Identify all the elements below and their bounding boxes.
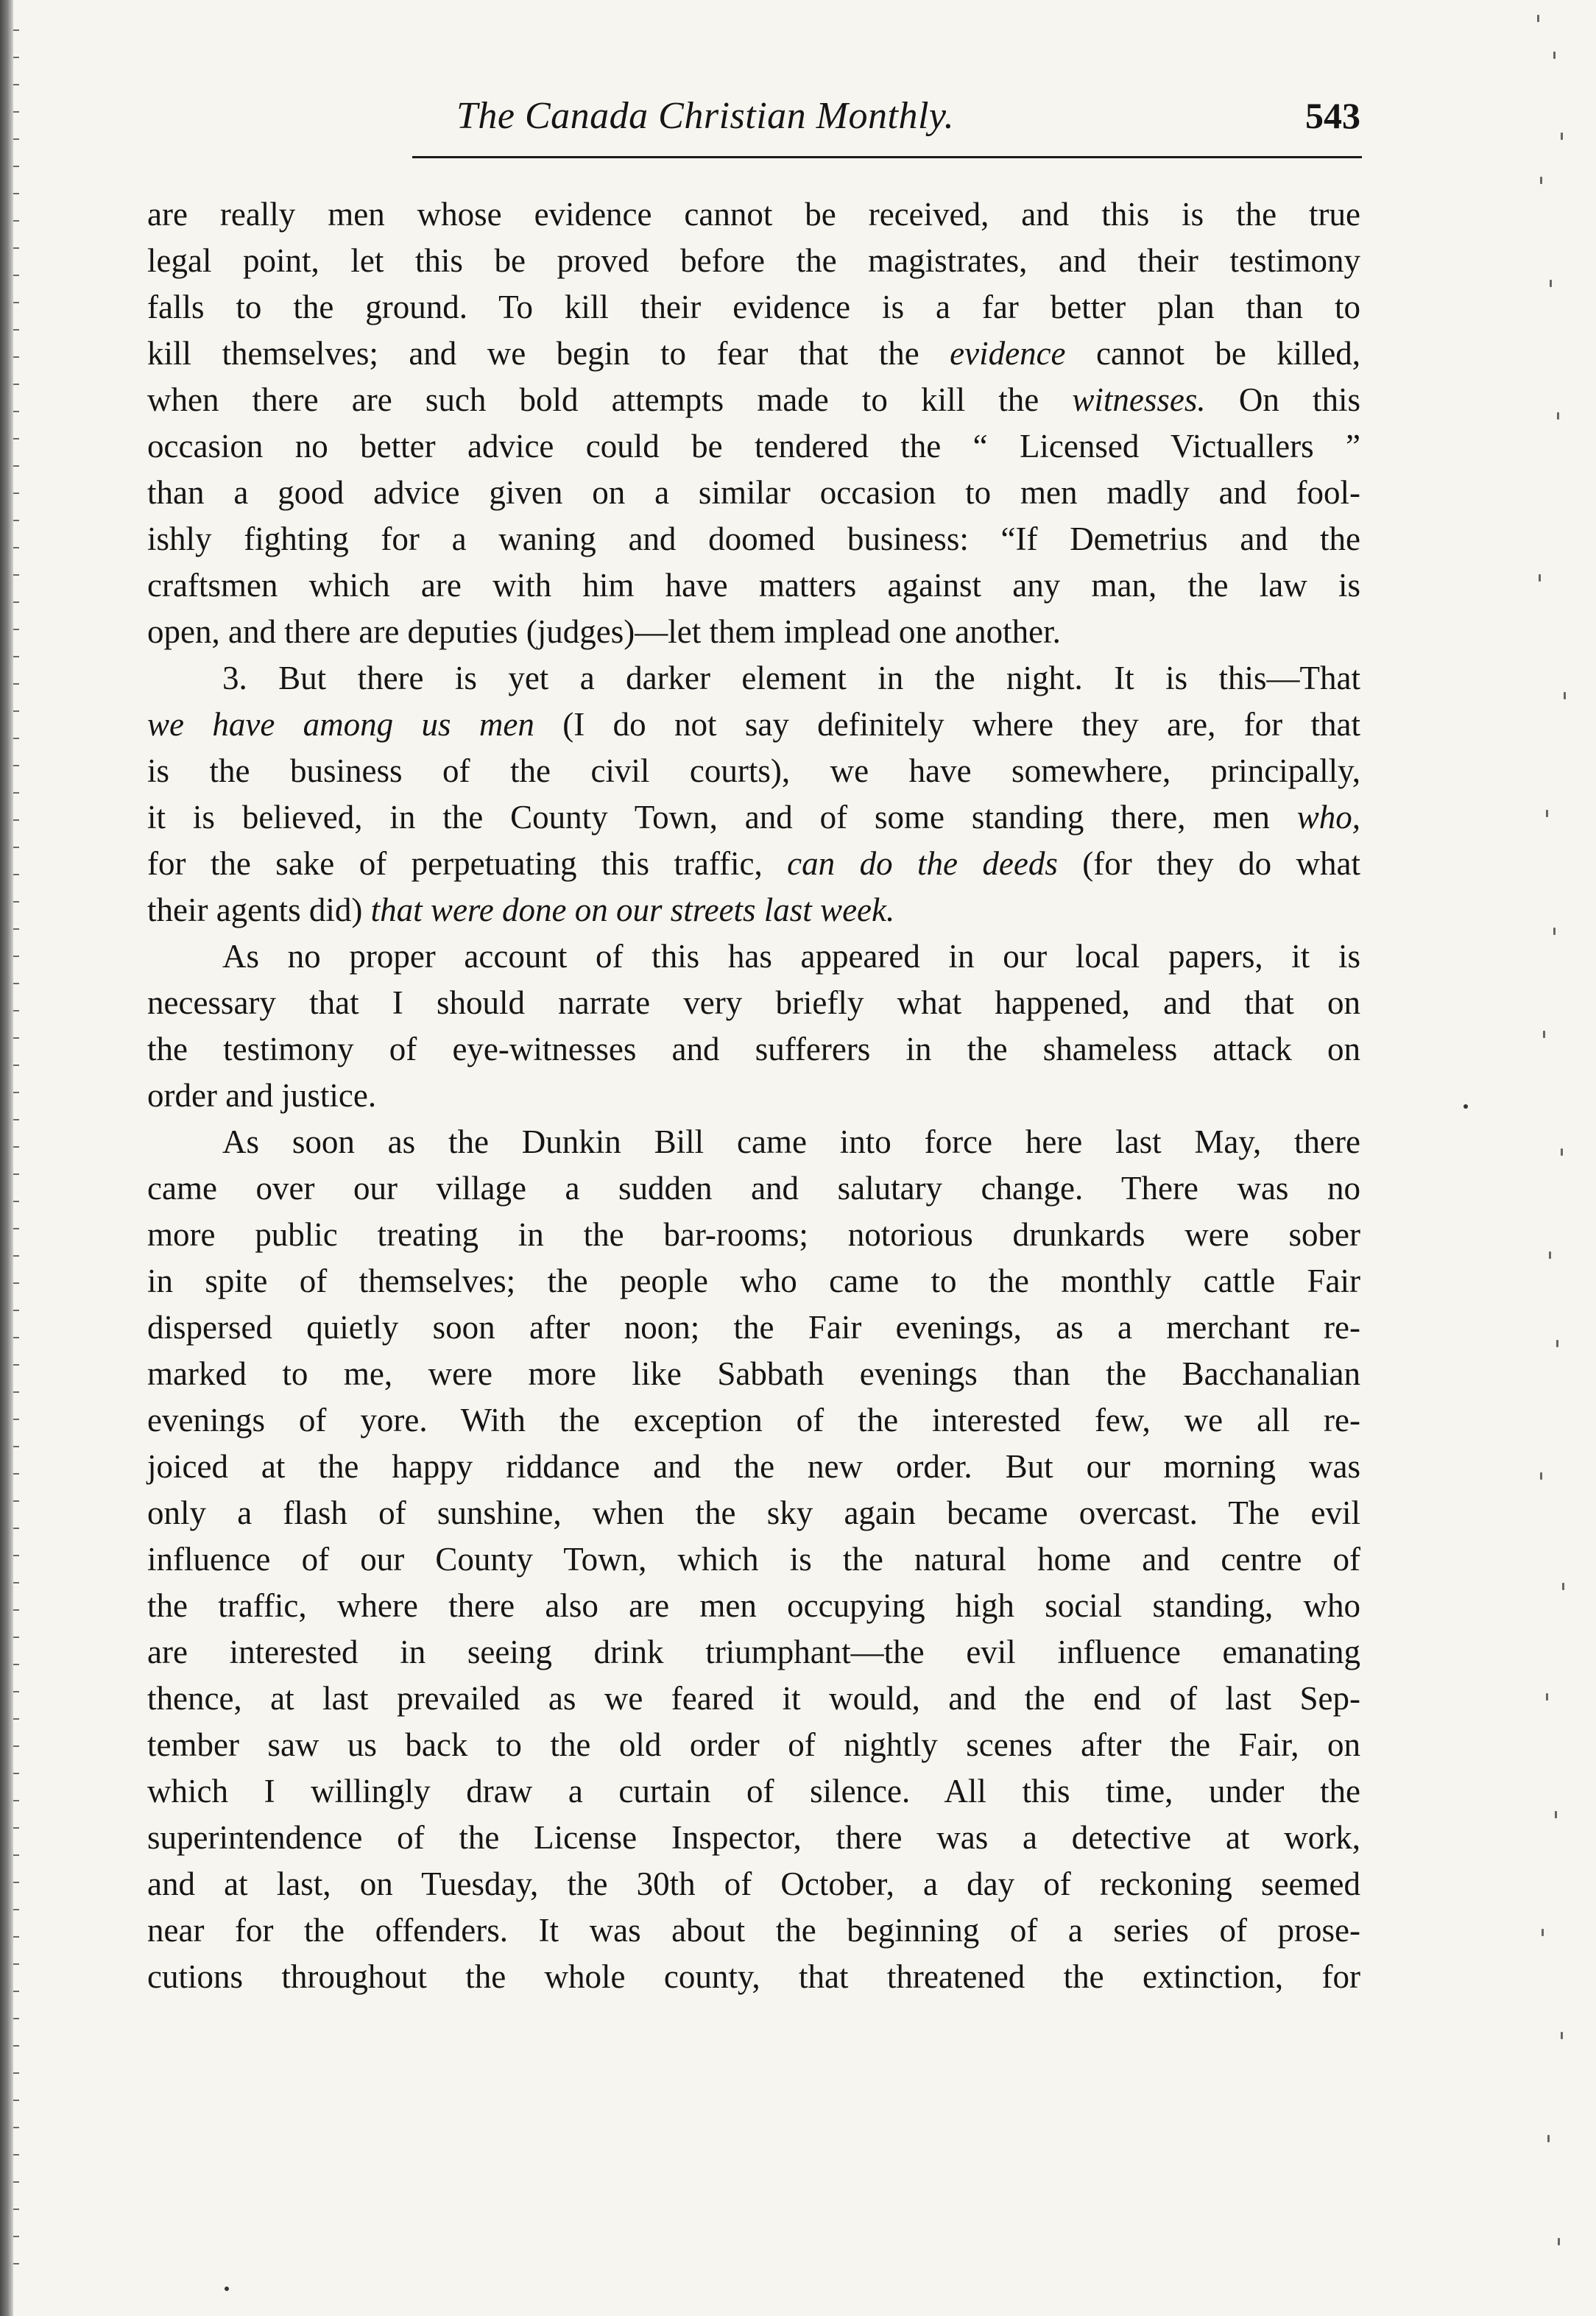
text-line: evenings of yore. With the exception of the interested few, we all re-: [147, 1402, 1360, 1438]
binding-tick: [13, 57, 19, 58]
binding-tick: [13, 1473, 19, 1475]
binding-tick: [13, 1010, 19, 1012]
edge-speck: [1553, 52, 1556, 59]
edge-speck: [1547, 2135, 1550, 2142]
text-line: legal point, let this be proved before the magistrates, and their testimony: [147, 242, 1360, 279]
binding-tick: [13, 220, 19, 222]
text-line: ishly fighting for a waning and doomed business: “If Demetrius and the: [147, 520, 1360, 557]
binding-tick: [13, 1146, 19, 1148]
binding-tick: [13, 492, 19, 494]
binding-tick: [13, 2181, 19, 2183]
binding-tick: [13, 1092, 19, 1093]
binding-tick: [13, 1255, 19, 1257]
edge-speck: [1561, 1148, 1563, 1156]
binding-tick: [13, 1637, 19, 1638]
binding-tick: [13, 2072, 19, 2074]
binding-tick: [13, 1991, 19, 1992]
binding-tick: [13, 1555, 19, 1556]
text-line: 3. But there is yet a darker element in the night. It is this—That: [222, 660, 1360, 696]
edge-speck: [1537, 15, 1539, 22]
binding-tick: [13, 901, 19, 903]
binding-tick: [13, 1909, 19, 1910]
binding-tick: [13, 1391, 19, 1393]
binding-tick: [13, 193, 19, 194]
binding-tick: [13, 738, 19, 739]
text-line: and at last, on Tuesday, the 30th of October, a day of reckoning seemed: [147, 1865, 1360, 1902]
binding-tick: [13, 1310, 19, 1311]
text-line: joiced at the happy riddance and the new order. But our morning was: [147, 1448, 1360, 1485]
binding-tick: [13, 166, 19, 167]
text-line: more public treating in the bar-rooms; notorious drunkards were sober: [147, 1216, 1360, 1253]
binding-tick: [13, 1201, 19, 1202]
binding-tick: [13, 356, 19, 358]
binding-tick: [13, 384, 19, 385]
binding-tick: [13, 438, 19, 439]
text-line: As soon as the Dunkin Bill came into force here last May, there: [222, 1123, 1360, 1160]
binding-tick: [13, 792, 19, 794]
binding-tick: [13, 329, 19, 331]
text-line: the traffic, where there also are men occupying high social standing, who: [147, 1587, 1360, 1624]
text-line: the testimony of eye-witnesses and sufferers in the shameless attack on: [147, 1031, 1360, 1067]
edge-speck: [1564, 692, 1566, 699]
running-header: [147, 88, 1360, 147]
print-speck: [225, 2287, 229, 2291]
binding-tick: [13, 1854, 19, 1856]
text-line: influence of our County Town, which is the natural home and centre of: [147, 1541, 1360, 1578]
binding-tick: [13, 411, 19, 412]
binding-tick: [13, 2018, 19, 2019]
binding-tick: [13, 111, 19, 113]
text-line: came over our village a sudden and salutary change. There was no: [147, 1170, 1360, 1207]
binding-tick: [13, 1582, 19, 1584]
binding-tick: [13, 1065, 19, 1066]
binding-tick: [13, 983, 19, 984]
text-line: only a flash of sunshine, when the sky again became overcast. The evil: [147, 1494, 1360, 1531]
page-number: 543: [1305, 95, 1360, 136]
edge-speck: [1539, 574, 1541, 582]
text-line: in spite of themselves; the people who came to the monthly cattle Fair: [147, 1263, 1360, 1299]
edge-speck: [1555, 1811, 1557, 1818]
binding-tick: [13, 1364, 19, 1366]
text-line: are interested in seeing drink triumphant—the evil influence emanating: [147, 1634, 1360, 1670]
binding-tick: [13, 710, 19, 712]
text-line: falls to the ground. To kill their evidence is a far better plan than to: [147, 289, 1360, 325]
binding-tick: [13, 1037, 19, 1039]
text-line: necessary that I should narrate very briefly what happened, and that on: [147, 984, 1360, 1021]
edge-speck: [1540, 1472, 1542, 1480]
text-line: dispersed quietly soon after noon; the Fair evenings, as a merchant re-: [147, 1309, 1360, 1346]
binding-tick: [13, 1936, 19, 1938]
binding-tick: [13, 847, 19, 848]
running-title: The Canada Christian Monthly.: [456, 95, 955, 137]
text-line: their agents did) that were done on our streets last week.: [147, 892, 895, 928]
text-line: when there are such bold attempts made to kill the witnesses. On this: [147, 381, 1361, 418]
binding-tick: [13, 2127, 19, 2128]
edge-speck: [1558, 2238, 1560, 2245]
binding-tick: [13, 601, 19, 603]
binding-tick: [13, 1419, 19, 1420]
binding-tick: [13, 1664, 19, 1665]
binding-tick: [13, 2236, 19, 2237]
binding-tick: [13, 1718, 19, 1720]
text-line: superintendence of the License Inspector, there was a detective at work,: [147, 1819, 1360, 1856]
binding-tick: [13, 819, 19, 821]
article-body: [147, 191, 1360, 2000]
text-line: it is believed, in the County Town, and of some standing there, men who,: [147, 799, 1360, 836]
binding-tick: [13, 2154, 19, 2156]
text-line: which I willingly draw a curtain of silence. All this time, under the: [147, 1773, 1360, 1810]
edge-speck: [1556, 1340, 1558, 1347]
binding-tick: [13, 547, 19, 548]
binding-tick: [13, 1800, 19, 1801]
edge-speck: [1562, 1583, 1564, 1590]
binding-tick: [13, 1119, 19, 1120]
binding-tick: [13, 138, 19, 140]
binding-tick: [13, 1745, 19, 1747]
binding-tick: [13, 1173, 19, 1175]
text-line: craftsmen which are with him have matters against any man, the law is: [147, 567, 1360, 604]
binding-tick: [13, 302, 19, 303]
text-line: As no proper account of this has appeared in our local papers, it is: [222, 938, 1360, 975]
text-line: thence, at last prevailed as we feared it would, and the end of last Sep-: [147, 1680, 1360, 1717]
text-line: tember saw us back to the old order of nightly scenes after the Fair, on: [147, 1726, 1360, 1763]
text-line: kill themselves; and we begin to fear that the evidence cannot be killed,: [147, 335, 1360, 372]
binding-tick: [13, 874, 19, 875]
binding-tick: [13, 1500, 19, 1502]
binding-tick: [13, 465, 19, 467]
text-line: are really men whose evidence cannot be received, and this is the true: [147, 196, 1360, 233]
binding-tick: [13, 1446, 19, 1447]
binding-tick: [13, 1773, 19, 1774]
text-line: near for the offenders. It was about the beginning of a series of prose-: [147, 1912, 1360, 1949]
binding-edge: [0, 0, 13, 2316]
binding-tick: [13, 928, 19, 930]
edge-speck: [1543, 1031, 1545, 1038]
text-line: is the business of the civil courts), we have somewhere, principally,: [147, 752, 1360, 789]
binding-tick: [13, 1228, 19, 1229]
edge-speck: [1546, 810, 1548, 817]
binding-tick: [13, 275, 19, 276]
binding-tick: [13, 656, 19, 657]
page-edge-specks: [1531, 0, 1596, 2316]
text-line: than a good advice given on a similar occasion to men madly and fool-: [147, 474, 1360, 511]
edge-speck: [1557, 412, 1559, 420]
binding-tick: [13, 2209, 19, 2210]
edge-speck: [1550, 280, 1552, 287]
binding-tick: [13, 2045, 19, 2047]
binding-tick: [13, 683, 19, 685]
binding-tick: [13, 765, 19, 766]
binding-tick: [13, 1528, 19, 1529]
binding-tick: [13, 1337, 19, 1338]
binding-tick: [13, 1282, 19, 1284]
binding-tick: [13, 1882, 19, 1883]
edge-speck: [1549, 1251, 1551, 1259]
binding-tick: [13, 247, 19, 249]
binding-tick: [13, 1963, 19, 1965]
text-line: cutions throughout the whole county, that threatened the extinction, for: [147, 1958, 1360, 1995]
edge-speck: [1553, 928, 1556, 935]
binding-tick: [13, 1827, 19, 1829]
text-line: for the sake of perpetuating this traffic, can do the deeds (for they do what: [147, 845, 1360, 882]
binding-tick: [13, 1609, 19, 1611]
binding-tick: [13, 84, 19, 85]
print-speck: [1463, 1104, 1468, 1109]
edge-speck: [1546, 1693, 1548, 1701]
binding-tick: [13, 956, 19, 957]
text-line: marked to me, were more like Sabbath evenings than the Bacchanalian: [147, 1355, 1360, 1392]
edge-speck: [1561, 2032, 1563, 2039]
edge-speck: [1540, 177, 1542, 184]
edge-speck: [1542, 1929, 1544, 1936]
header-rule: [412, 156, 1362, 158]
binding-tick: [13, 29, 19, 31]
binding-tick: [13, 2263, 19, 2264]
text-line: open, and there are deputies (judges)—let them implead one another.: [147, 613, 1061, 650]
text-line: order and justice.: [147, 1077, 377, 1114]
edge-speck: [1561, 133, 1563, 140]
text-line: occasion no better advice could be tendered the “ Licensed Victuallers ”: [147, 428, 1360, 465]
binding-tick: [13, 629, 19, 630]
text-line: we have among us men (I do not say definitely where they are, for that: [147, 706, 1360, 743]
binding-tick: [13, 2100, 19, 2101]
binding-tick: [13, 574, 19, 576]
binding-tick: [13, 1691, 19, 1692]
binding-tick: [13, 520, 19, 521]
